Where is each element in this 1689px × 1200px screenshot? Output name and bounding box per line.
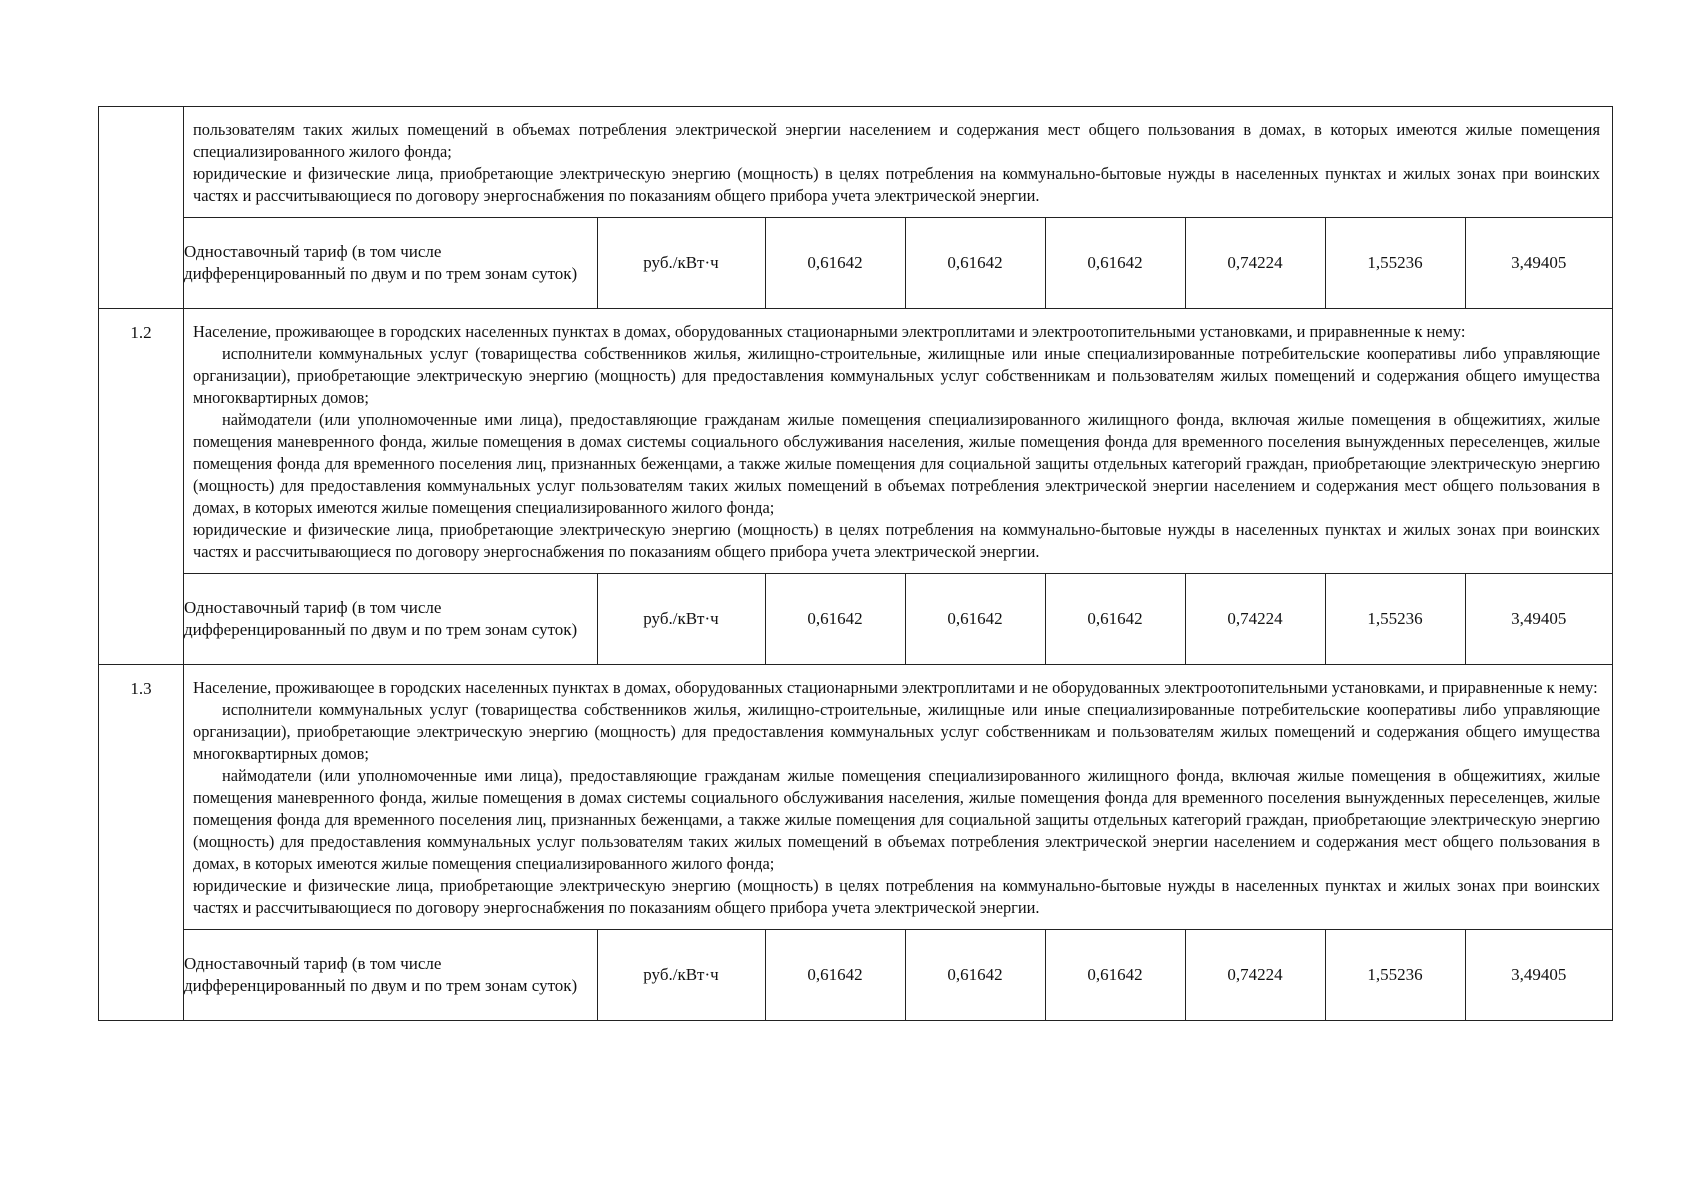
tariff-table	[98, 106, 1613, 1021]
tariff-label: Одноставочный тариф (в том числе дифференцированный по двум и по трем зонам суток)	[184, 574, 597, 665]
description-paragraph: юридические и физические лица, приобретающие электрическую энергию (мощность) в целях потребления на коммунально-бытовые нужды в населенных пунктах и жилых зонах при воинских частях и рассчитывающиеся по договору энергоснабжения по показаниям общего прибора учета электрической энергии.	[193, 520, 1600, 561]
tariff-document-page	[98, 106, 1613, 1021]
tariff-value: 0,61642	[765, 574, 905, 665]
tariff-value: 0,61642	[1045, 930, 1185, 1021]
table-row	[99, 665, 1613, 1021]
row-description	[184, 309, 1612, 573]
description-paragraph: исполнители коммунальных услуг (товарищества собственников жилья, жилищно-строительные, жилищные или иные специализированные потребительские кооперативы либо управляющие организации), приобретающие электрическую энергию (мощность) для предоставления коммунальных услуг собственникам и пользователям жилых помещений и содержания общего имущества многоквартирных домов;	[193, 344, 1600, 407]
tariff-value: 1,55236	[1325, 574, 1465, 665]
description-paragraph: юридические и физические лица, приобретающие электрическую энергию (мощность) в целях потребления на коммунально-бытовые нужды в населенных пунктах и жилых зонах при воинских частях и рассчитывающиеся по договору энергоснабжения по показаниям общего прибора учета электрической энергии.	[193, 876, 1600, 917]
description-paragraph: наймодатели (или уполномоченные ими лица), предоставляющие гражданам жилые помещения специализированного жилищного фонда, включая жилые помещения в общежитиях, жилые помещения маневренного фонда, жилые помещения в домах системы социального обслуживания населения, жилые помещения фонда для временного поселения вынужденных переселенцев, жилые помещения фонда для временного поселения лиц, признанных беженцами, а также жилые помещения для социальной защиты отдельных категорий граждан, приобретающие электрическую энергию (мощность) для предоставления коммунальных услуг пользователям таких жилых помещений в объемах потребления электрической энергии населением и содержания мест общего пользования в домах, в которых имеются жилые помещения специализированного жилого фонда;	[193, 410, 1600, 517]
tariff-row	[184, 574, 1612, 665]
tariff-value: 0,61642	[1045, 574, 1185, 665]
tariff-row	[184, 218, 1612, 309]
description-paragraph: Население, проживающее в городских населенных пунктах в домах, оборудованных стационарными электроплитами и не оборудованных электроотопительными установками, и приравненные к нему:	[193, 678, 1598, 697]
tariff-value: 0,61642	[905, 574, 1045, 665]
tariff-unit: руб./кВт·ч	[597, 218, 765, 309]
row-content	[184, 665, 1613, 1021]
tariff-value: 1,55236	[1325, 218, 1465, 309]
description-paragraph: пользователям таких жилых помещений в объемах потребления электрической энергии населением и содержания мест общего пользования в домах, в которых имеются жилые помещения специализированного жилого фонда;	[193, 120, 1600, 161]
table-row	[99, 107, 1613, 309]
tariff-unit: руб./кВт·ч	[597, 574, 765, 665]
tariff-value: 0,61642	[765, 930, 905, 1021]
description-paragraph: наймодатели (или уполномоченные ими лица), предоставляющие гражданам жилые помещения специализированного жилищного фонда, включая жилые помещения в общежитиях, жилые помещения маневренного фонда, жилые помещения в домах системы социального обслуживания населения, жилые помещения фонда для временного поселения вынужденных переселенцев, жилые помещения фонда для временного поселения лиц, признанных беженцами, а также жилые помещения для социальной защиты отдельных категорий граждан, приобретающие электрическую энергию (мощность) для предоставления коммунальных услуг пользователям таких жилых помещений в объемах потребления электрической энергии населением и содержания мест общего пользования в домах, в которых имеются жилые помещения специализированного жилого фонда;	[193, 766, 1600, 873]
tariff-value: 0,74224	[1185, 218, 1325, 309]
tariff-value: 0,74224	[1185, 574, 1325, 665]
row-content	[184, 107, 1613, 309]
row-description	[184, 107, 1612, 217]
row-description	[184, 665, 1612, 929]
description-paragraph: исполнители коммунальных услуг (товарищества собственников жилья, жилищно-строительные, жилищные или иные специализированные потребительские кооперативы либо управляющие организации), приобретающие электрическую энергию (мощность) для предоставления коммунальных услуг собственникам и пользователям жилых помещений и содержания общего имущества многоквартирных домов;	[193, 700, 1600, 763]
description-paragraph: юридические и физические лица, приобретающие электрическую энергию (мощность) в целях потребления на коммунально-бытовые нужды в населенных пунктах и жилых зонах при воинских частях и рассчитывающиеся по договору энергоснабжения по показаниям общего прибора учета электрической энергии.	[193, 164, 1600, 205]
tariff-values-table	[184, 929, 1612, 1020]
tariff-value: 1,55236	[1325, 930, 1465, 1021]
tariff-value: 0,74224	[1185, 930, 1325, 1021]
row-content	[184, 309, 1613, 665]
row-number	[99, 107, 184, 309]
tariff-unit: руб./кВт·ч	[597, 930, 765, 1021]
tariff-value: 0,61642	[905, 930, 1045, 1021]
description-paragraph: Население, проживающее в городских населенных пунктах в домах, оборудованных стационарными электроплитами и электроотопительными установками, и приравненные к нему:	[193, 322, 1466, 341]
row-number: 1.3	[99, 665, 184, 1021]
table-row	[99, 309, 1613, 665]
tariff-values-table	[184, 217, 1612, 308]
tariff-label: Одноставочный тариф (в том числе дифференцированный по двум и по трем зонам суток)	[184, 930, 597, 1021]
tariff-label: Одноставочный тариф (в том числе дифференцированный по двум и по трем зонам суток)	[184, 218, 597, 309]
tariff-value: 0,61642	[765, 218, 905, 309]
tariff-value: 0,61642	[1045, 218, 1185, 309]
tariff-value: 3,49405	[1465, 930, 1612, 1021]
row-number: 1.2	[99, 309, 184, 665]
tariff-values-table	[184, 573, 1612, 664]
tariff-value: 3,49405	[1465, 218, 1612, 309]
tariff-value: 0,61642	[905, 218, 1045, 309]
tariff-row	[184, 930, 1612, 1021]
tariff-value: 3,49405	[1465, 574, 1612, 665]
